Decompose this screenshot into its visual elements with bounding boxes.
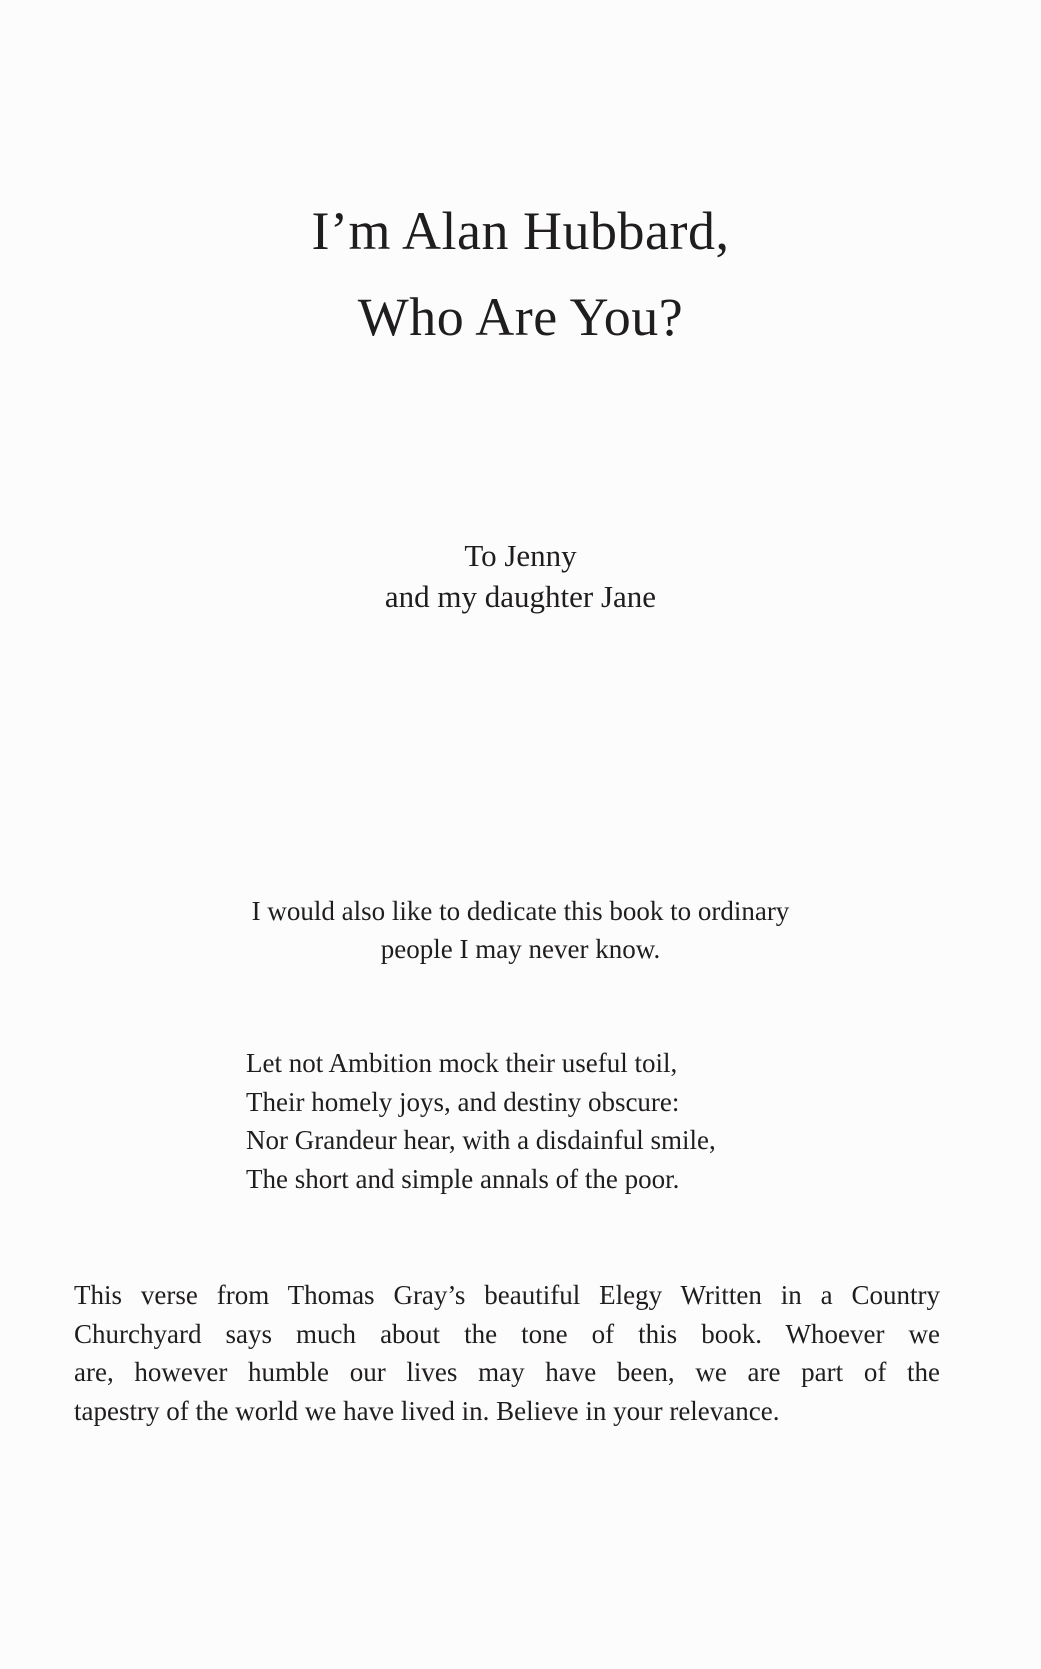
additional-dedication-line-1: I would also like to dedicate this book to ordinary — [251, 896, 790, 926]
additional-dedication-line-2: people I may never know. — [380, 934, 661, 964]
paragraph-line: are, however humble our lives may have been, we are part of the — [74, 1357, 940, 1387]
dedication — [0, 535, 1041, 617]
book-title — [0, 188, 1041, 360]
additional-dedication — [0, 892, 1041, 968]
title-line-1: I’m Alan Hubbard, — [311, 201, 730, 261]
dedication-line-2: and my daughter Jane — [384, 579, 657, 614]
dedication-line-1: To Jenny — [464, 538, 577, 573]
title-line-2: Who Are You? — [357, 287, 684, 347]
verse-line: Nor Grandeur hear, with a disdainful smile, — [246, 1125, 716, 1155]
paragraph-line: This verse from Thomas Gray’s beautiful Elegy Written in a Country — [74, 1280, 940, 1310]
verse-line: Let not Ambition mock their useful toil, — [246, 1048, 678, 1078]
verse-line: Their homely joys, and destiny obscure: — [246, 1086, 680, 1117]
paragraph-line: tapestry of the world we have lived in. Believe in your relevance. — [74, 1395, 780, 1426]
verse-line: The short and simple annals of the poor. — [246, 1163, 680, 1194]
verse-quote — [246, 1044, 716, 1198]
verse-explanation-paragraph — [74, 1276, 940, 1430]
paragraph-line: Churchyard says much about the tone of this book. Whoever we — [74, 1318, 940, 1349]
